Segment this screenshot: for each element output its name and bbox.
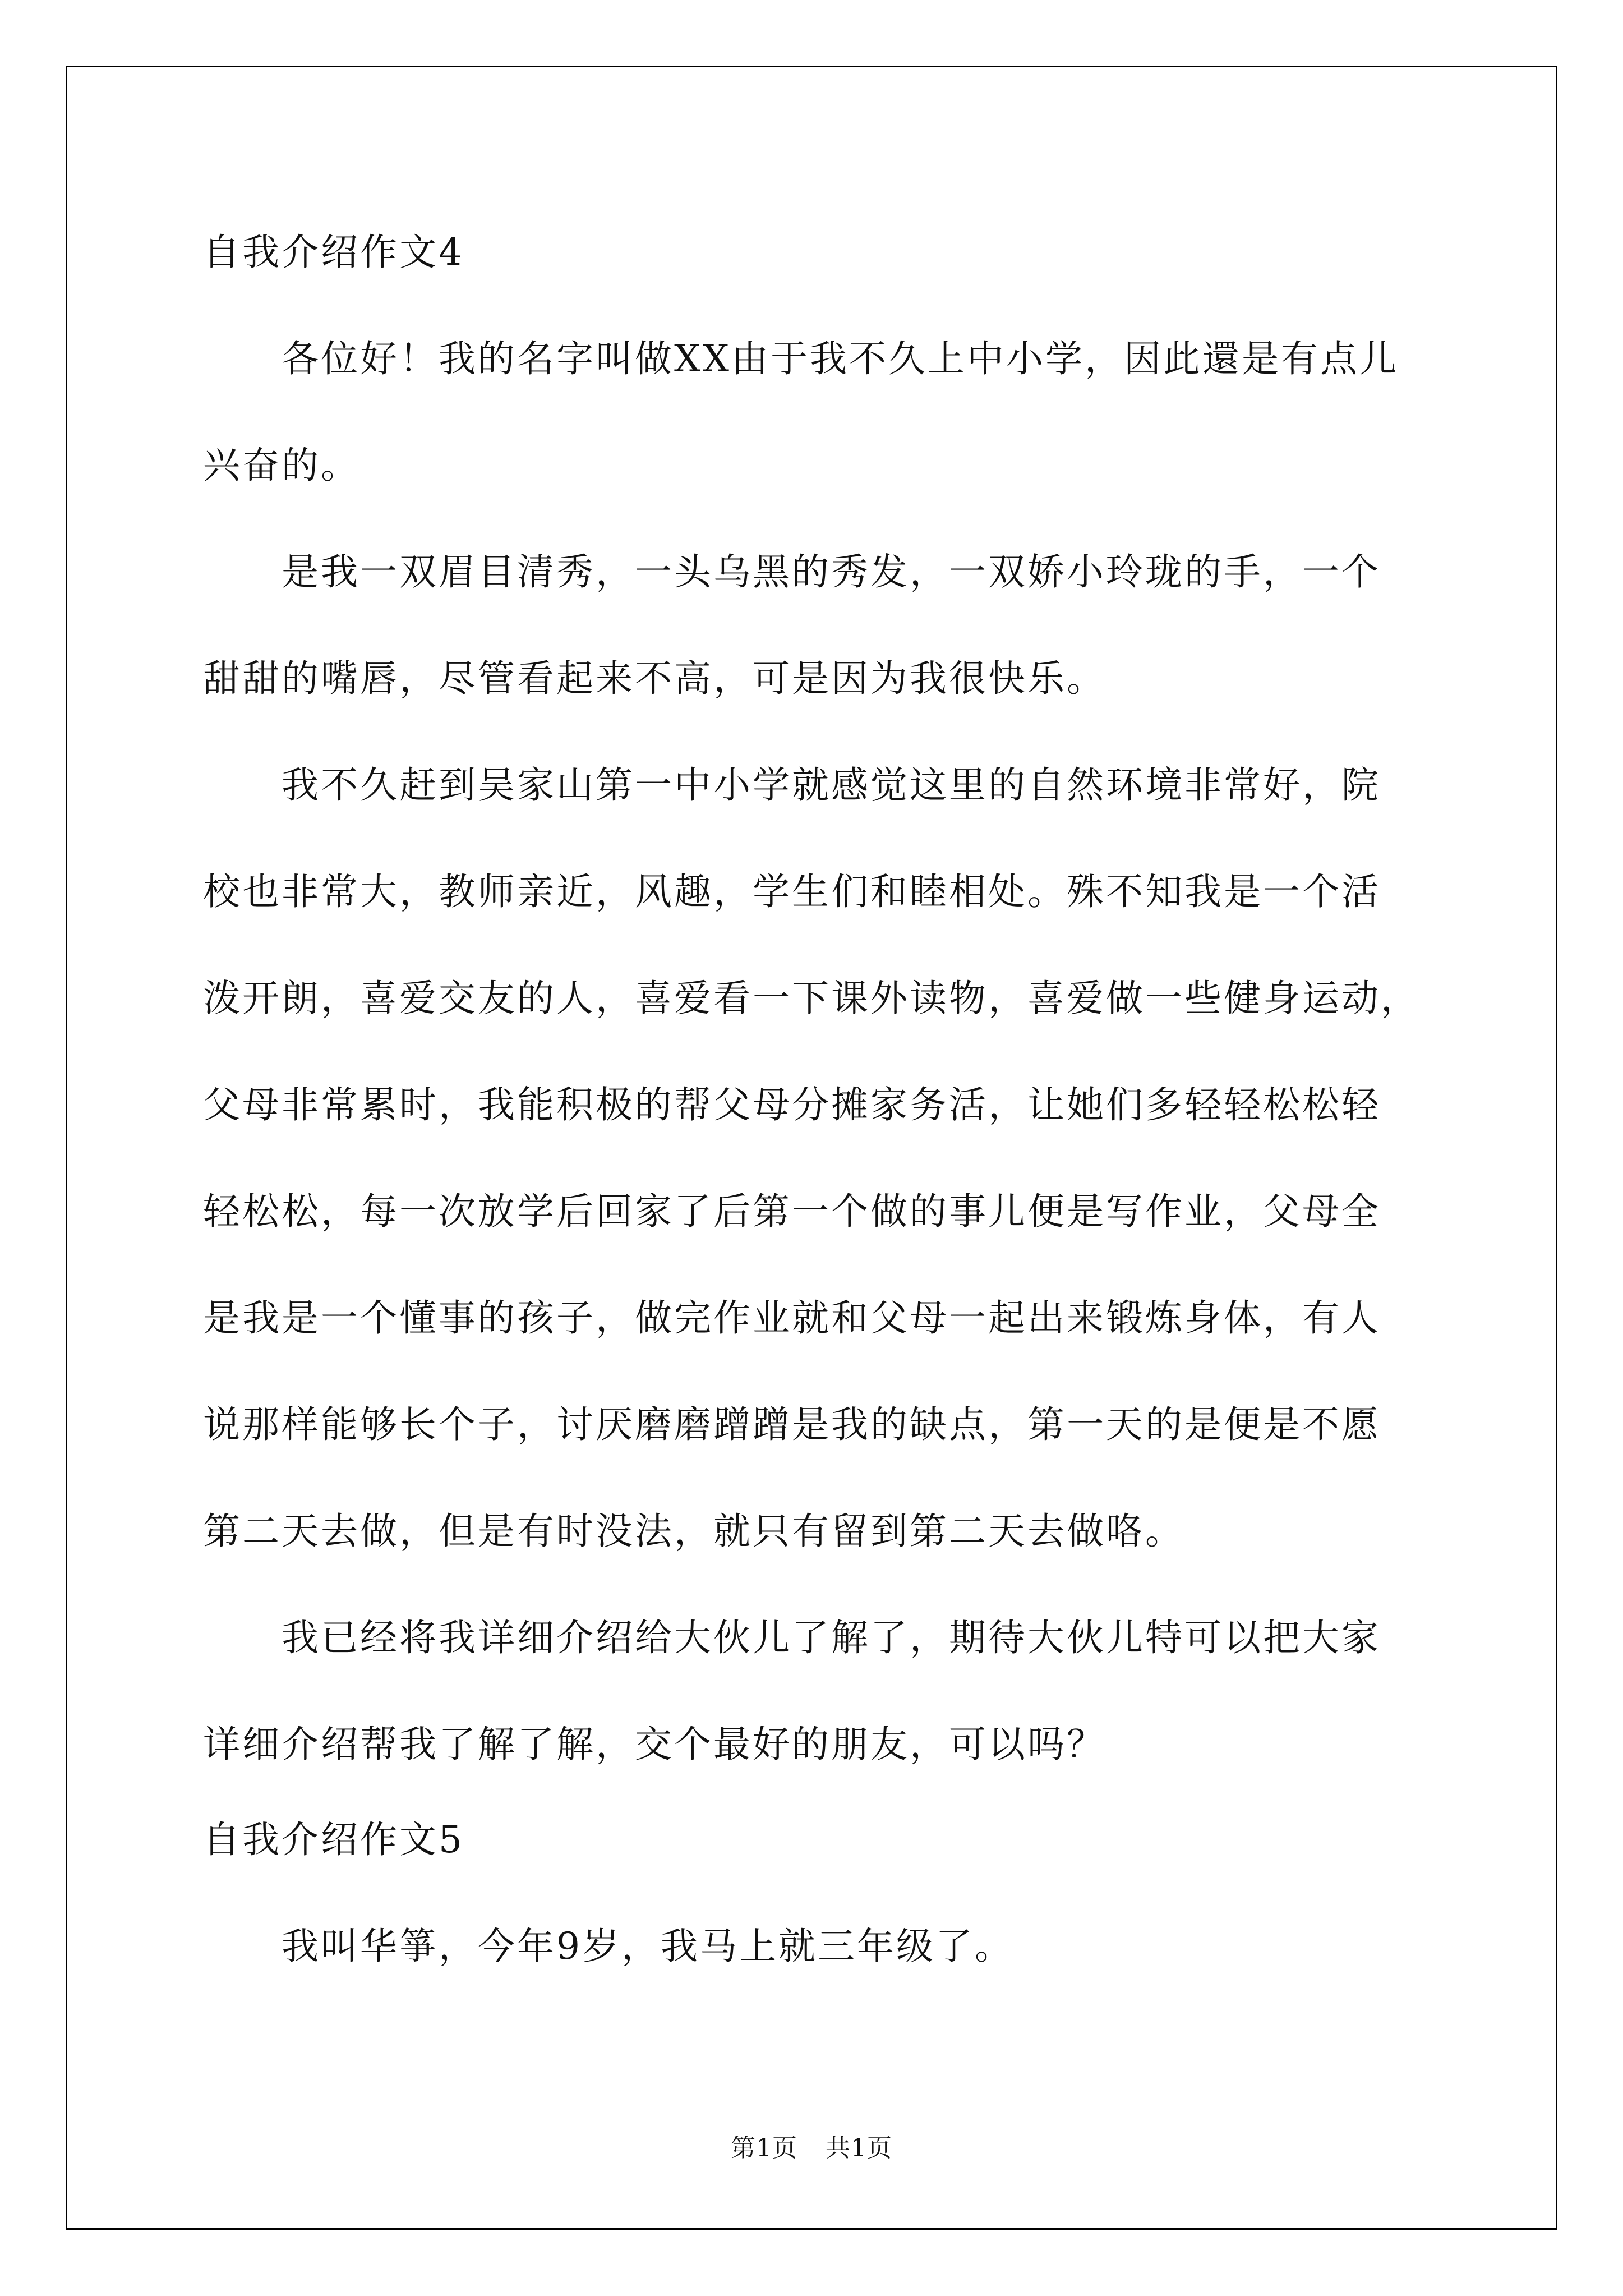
page-footer: [0, 2132, 1623, 2165]
paragraph-line: 父母非常累时，我能积极的帮父母分摊家务活，让她们多轻轻松松轻: [203, 1083, 1381, 1126]
paragraph-line: 校也非常大，教师亲近，风趣，学生们和睦相处。殊不知我是一个活: [203, 870, 1381, 913]
paragraph-line: 详细介绍帮我了解了解，交个最好的朋友，可以吗？: [203, 1723, 1106, 1766]
page-border: [66, 66, 1557, 2230]
essay-heading-4: 自我介绍作文4: [203, 231, 464, 274]
paragraph-line: 是我一双眉目清秀，一头乌黑的秀发，一双娇小玲珑的手，一个: [282, 550, 1381, 593]
paragraph-line: 兴奋的。: [203, 444, 360, 487]
paragraph-line: 甜甜的嘴唇，尽管看起来不高，可是因为我很快乐。: [203, 657, 1106, 700]
paragraph-line: 泼开朗，喜爱交友的人，喜爱看一下课外读物，喜爱做一些健身运动，: [203, 977, 1420, 1020]
paragraph-line: 我叫华箏，今年9岁，我马上就三年级了。: [282, 1925, 1014, 1968]
paragraph-line: 各位好！我的名字叫做XX由于我不久上中小学，因此還是有点儿: [282, 337, 1399, 380]
paragraph-line: 轻松松，每一次放学后回家了后第一个做的事儿便是写作业，父母全: [203, 1190, 1381, 1233]
essay-heading-5: 自我介绍作文5: [203, 1818, 464, 1861]
page-total: 共1页: [826, 2134, 892, 2162]
paragraph-line: 我已经将我详细介绍给大伙儿了解了，期待大伙儿特可以把大家: [282, 1616, 1381, 1659]
paragraph-line: 是我是一个懂事的孩子，做完作业就和父母一起出来锻炼身体，有人: [203, 1296, 1381, 1340]
paragraph-line: 第二天去做，但是有时没法，就只有留到第二天去做咯。: [203, 1510, 1184, 1553]
paragraph-line: 说那样能够长个子，讨厌磨磨蹭蹭是我的缺点，第一天的是便是不愿: [203, 1403, 1381, 1446]
page-number: 第1页: [731, 2134, 797, 2162]
paragraph-line: 我不久赶到吴家山第一中小学就感觉这里的自然环境非常好，院: [282, 763, 1381, 807]
